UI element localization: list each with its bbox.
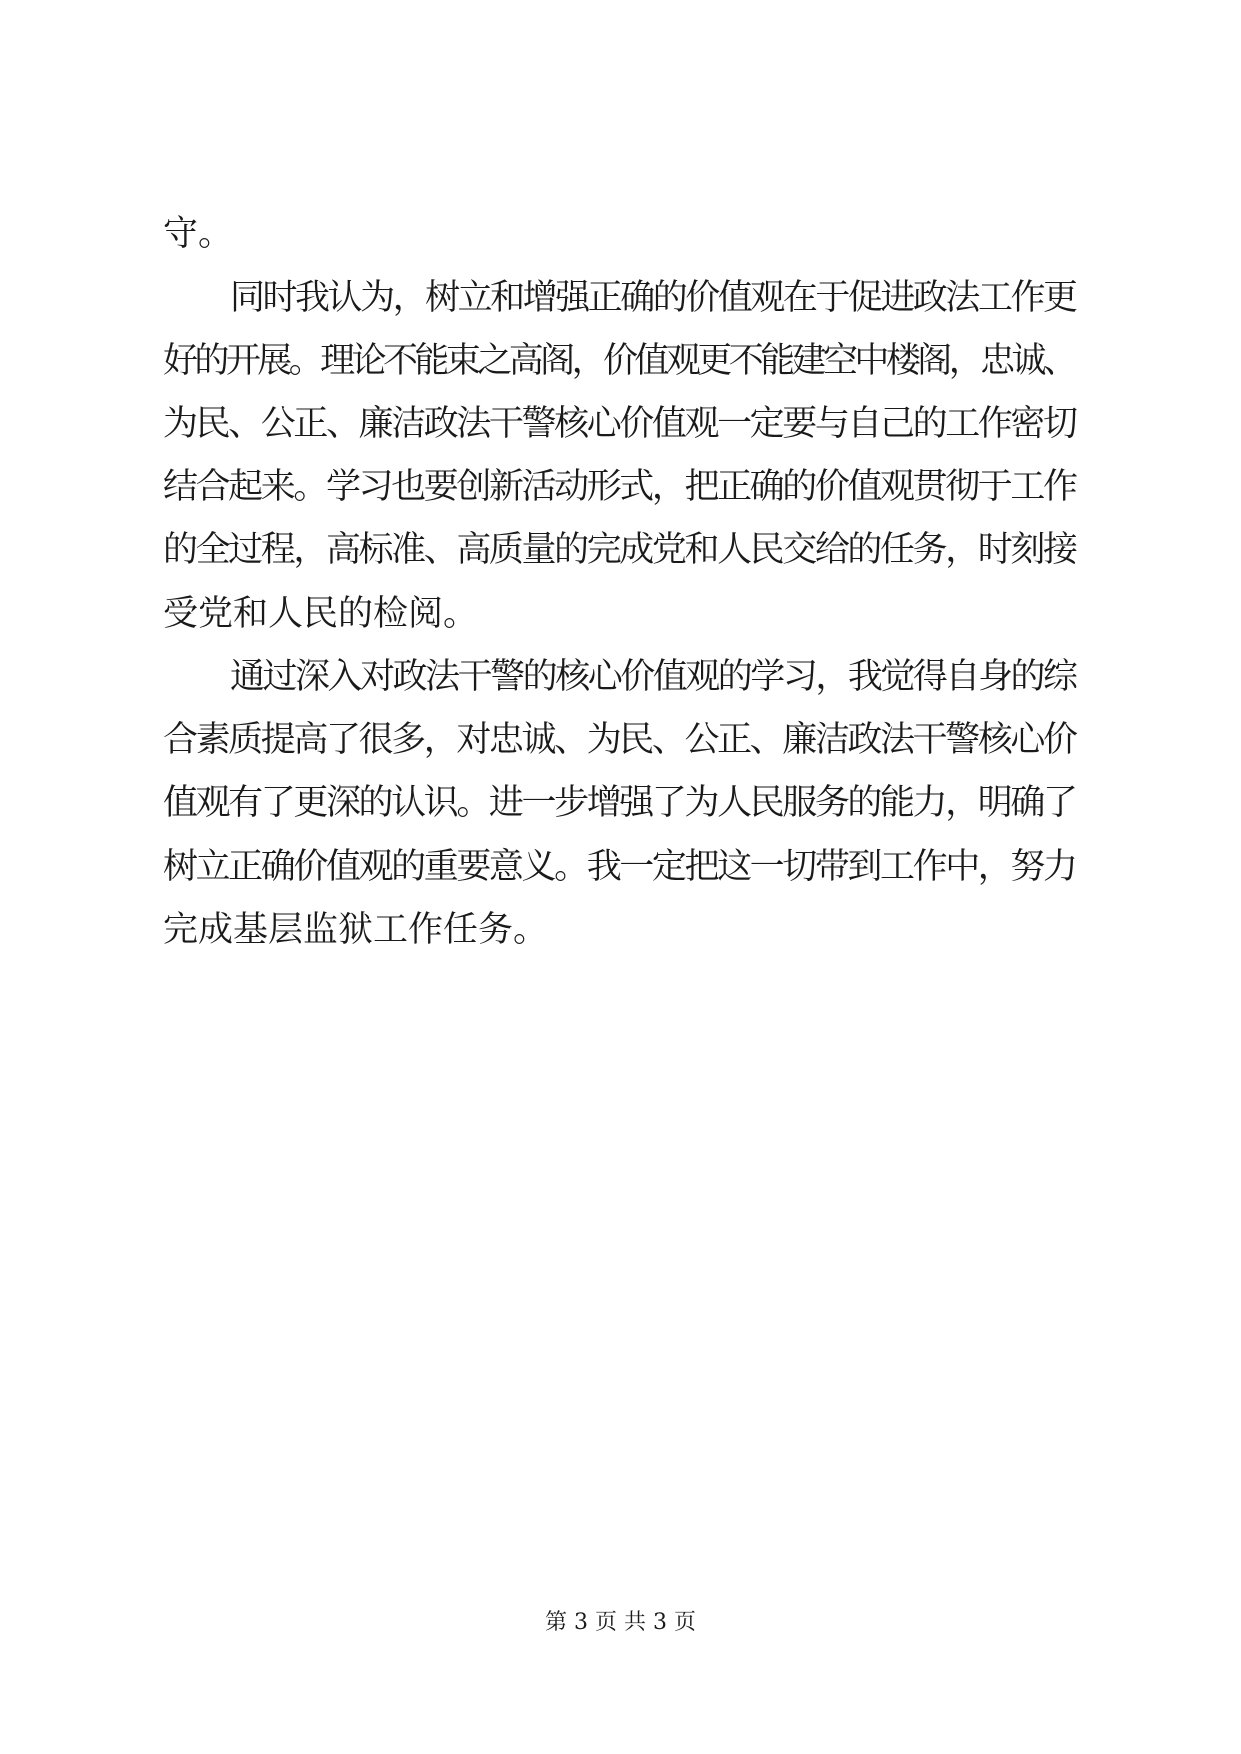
page-footer: [0, 1608, 1241, 1638]
text-line: [0, 331, 1241, 391]
text-line: [0, 900, 1241, 960]
text-line-content: 结合起来。学习也要创新活动形式，把正确的价值观贯彻于工作: [163, 467, 1076, 507]
text-line: [0, 268, 1241, 328]
text-line-content: 的全过程，高标准、高质量的完成党和人民交给的任务，时刻接: [163, 530, 1076, 570]
text-line-content: 值观有了更深的认识。进一步增强了为人民服务的能力，明确了: [163, 783, 1076, 823]
text-line-content: 树立正确价值观的重要意义。我一定把这一切带到工作中，努力: [163, 847, 1076, 887]
text-line: [0, 710, 1241, 770]
text-line-content: 合素质提高了很多，对忠诚、为民、公正、廉洁政法干警核心价: [163, 720, 1076, 760]
text-line: [0, 394, 1241, 454]
text-line-content: 守。: [163, 214, 234, 254]
text-line: [0, 520, 1241, 580]
text-line-content: 同时我认为，树立和增强正确的价值观在于促进政法工作更: [230, 278, 1076, 318]
text-line-content: 为民、公正、廉洁政法干警核心价值观一定要与自己的工作密切: [163, 404, 1076, 444]
page-number-label: 第 3 页 共 3 页: [545, 1610, 696, 1635]
text-line: [0, 584, 1241, 644]
text-line-content: 通过深入对政法干警的核心价值观的学习，我觉得自身的综: [230, 657, 1076, 697]
text-line: [0, 647, 1241, 707]
text-line-content: 完成基层监狱工作任务。: [163, 910, 549, 950]
text-line: [0, 457, 1241, 517]
text-line-content: 好的开展。理论不能束之高阁，价值观更不能建空中楼阁，忠诚、: [163, 341, 1075, 381]
text-line-content: 受党和人民的检阅。: [163, 594, 479, 634]
text-line: [0, 204, 1241, 264]
text-line: [0, 837, 1241, 897]
text-line: [0, 773, 1241, 833]
